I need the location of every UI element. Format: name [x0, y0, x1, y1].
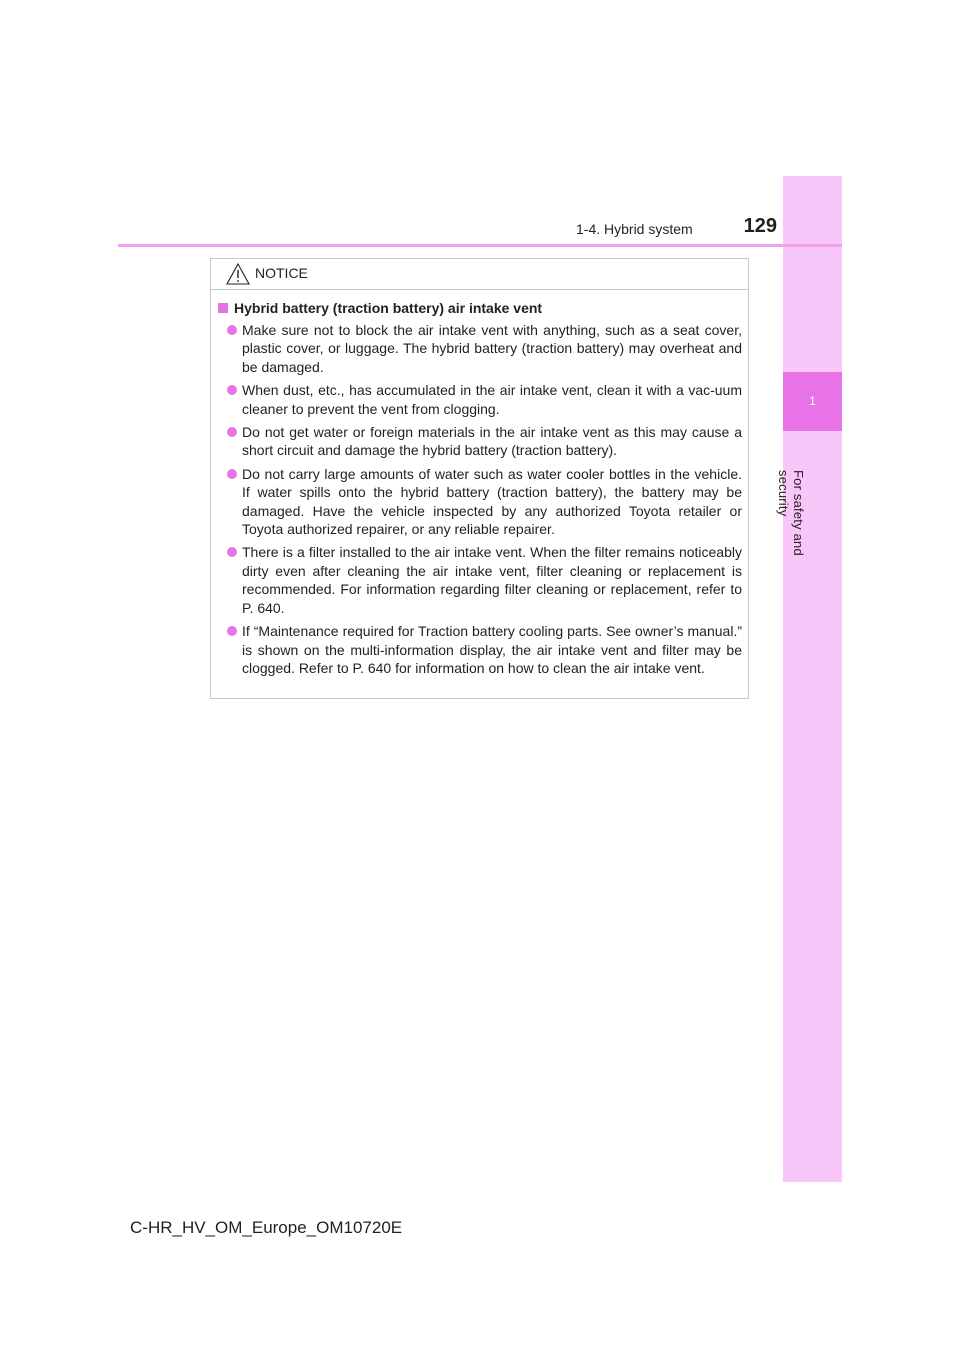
notice-section-heading-text: Hybrid battery (traction battery) air intake vent: [234, 300, 543, 316]
notice-item-text: There is a filter installed to the air intake vent. When the filter remains noticeably dirty even after cleaning the air intake vent, filter cleaning or replacement is recommended. For information regarding filter cleaning or replacement, refer to P. 640.: [242, 544, 742, 616]
notice-item: [217, 321, 742, 376]
circle-bullet-icon: [227, 469, 237, 479]
notice-item: [217, 423, 742, 460]
notice-item-text: Make sure not to block the air intake vent with anything, such as a seat cover, plastic cover, or luggage. The hybrid battery (traction battery) may overheat and be damaged.: [242, 322, 742, 375]
notice-item-text: When dust, etc., has accumulated in the air intake vent, clean it with a vac-uum cleaner to prevent the vent from clogging.: [242, 382, 742, 417]
notice-item: [217, 543, 742, 617]
chapter-number-tab[interactable]: 1: [783, 372, 842, 431]
notice-item-text: If “Maintenance required for Traction battery cooling parts. See owner’s manual.” is shown on the multi-information display, the air intake vent and filter may be clogged. Refer to P. 640 for information on how to clean the air intake vent.: [242, 623, 742, 676]
section-title: 1-4. Hybrid system: [576, 221, 693, 237]
notice-box: [210, 258, 749, 699]
notice-item-text: Do not get water or foreign materials in the air intake vent as this may cause a short circuit and damage the hybrid battery (traction battery).: [242, 424, 742, 459]
circle-bullet-icon: [227, 325, 237, 335]
notice-section-heading: [217, 300, 742, 316]
circle-bullet-icon: [227, 385, 237, 395]
square-bullet-icon: [218, 303, 228, 313]
document-code: C-HR_HV_OM_Europe_OM10720E: [130, 1218, 403, 1237]
notice-item-text: Do not carry large amounts of water such as water cooler bottles in the vehicle. If water spills onto the hybrid battery (traction battery), the battery may be damaged. Have the vehicle inspected by any authorized Toyota retailer or Toyota authorized repairer, or any reliable repairer.: [242, 465, 742, 538]
notice-header: [211, 259, 748, 290]
notice-item: [217, 465, 742, 539]
circle-bullet-icon: [227, 626, 237, 636]
warning-triangle-icon: [226, 263, 250, 285]
chapter-side-tab: [776, 176, 842, 1182]
notice-body: [211, 290, 748, 677]
circle-bullet-icon: [227, 547, 237, 557]
notice-title: NOTICE: [255, 265, 308, 281]
notice-item: [217, 622, 742, 677]
header-divider: [118, 244, 842, 247]
chapter-title-label: For safety and security: [776, 470, 806, 556]
notice-item: [217, 381, 742, 418]
page-number: 129: [743, 215, 777, 237]
circle-bullet-icon: [227, 427, 237, 437]
